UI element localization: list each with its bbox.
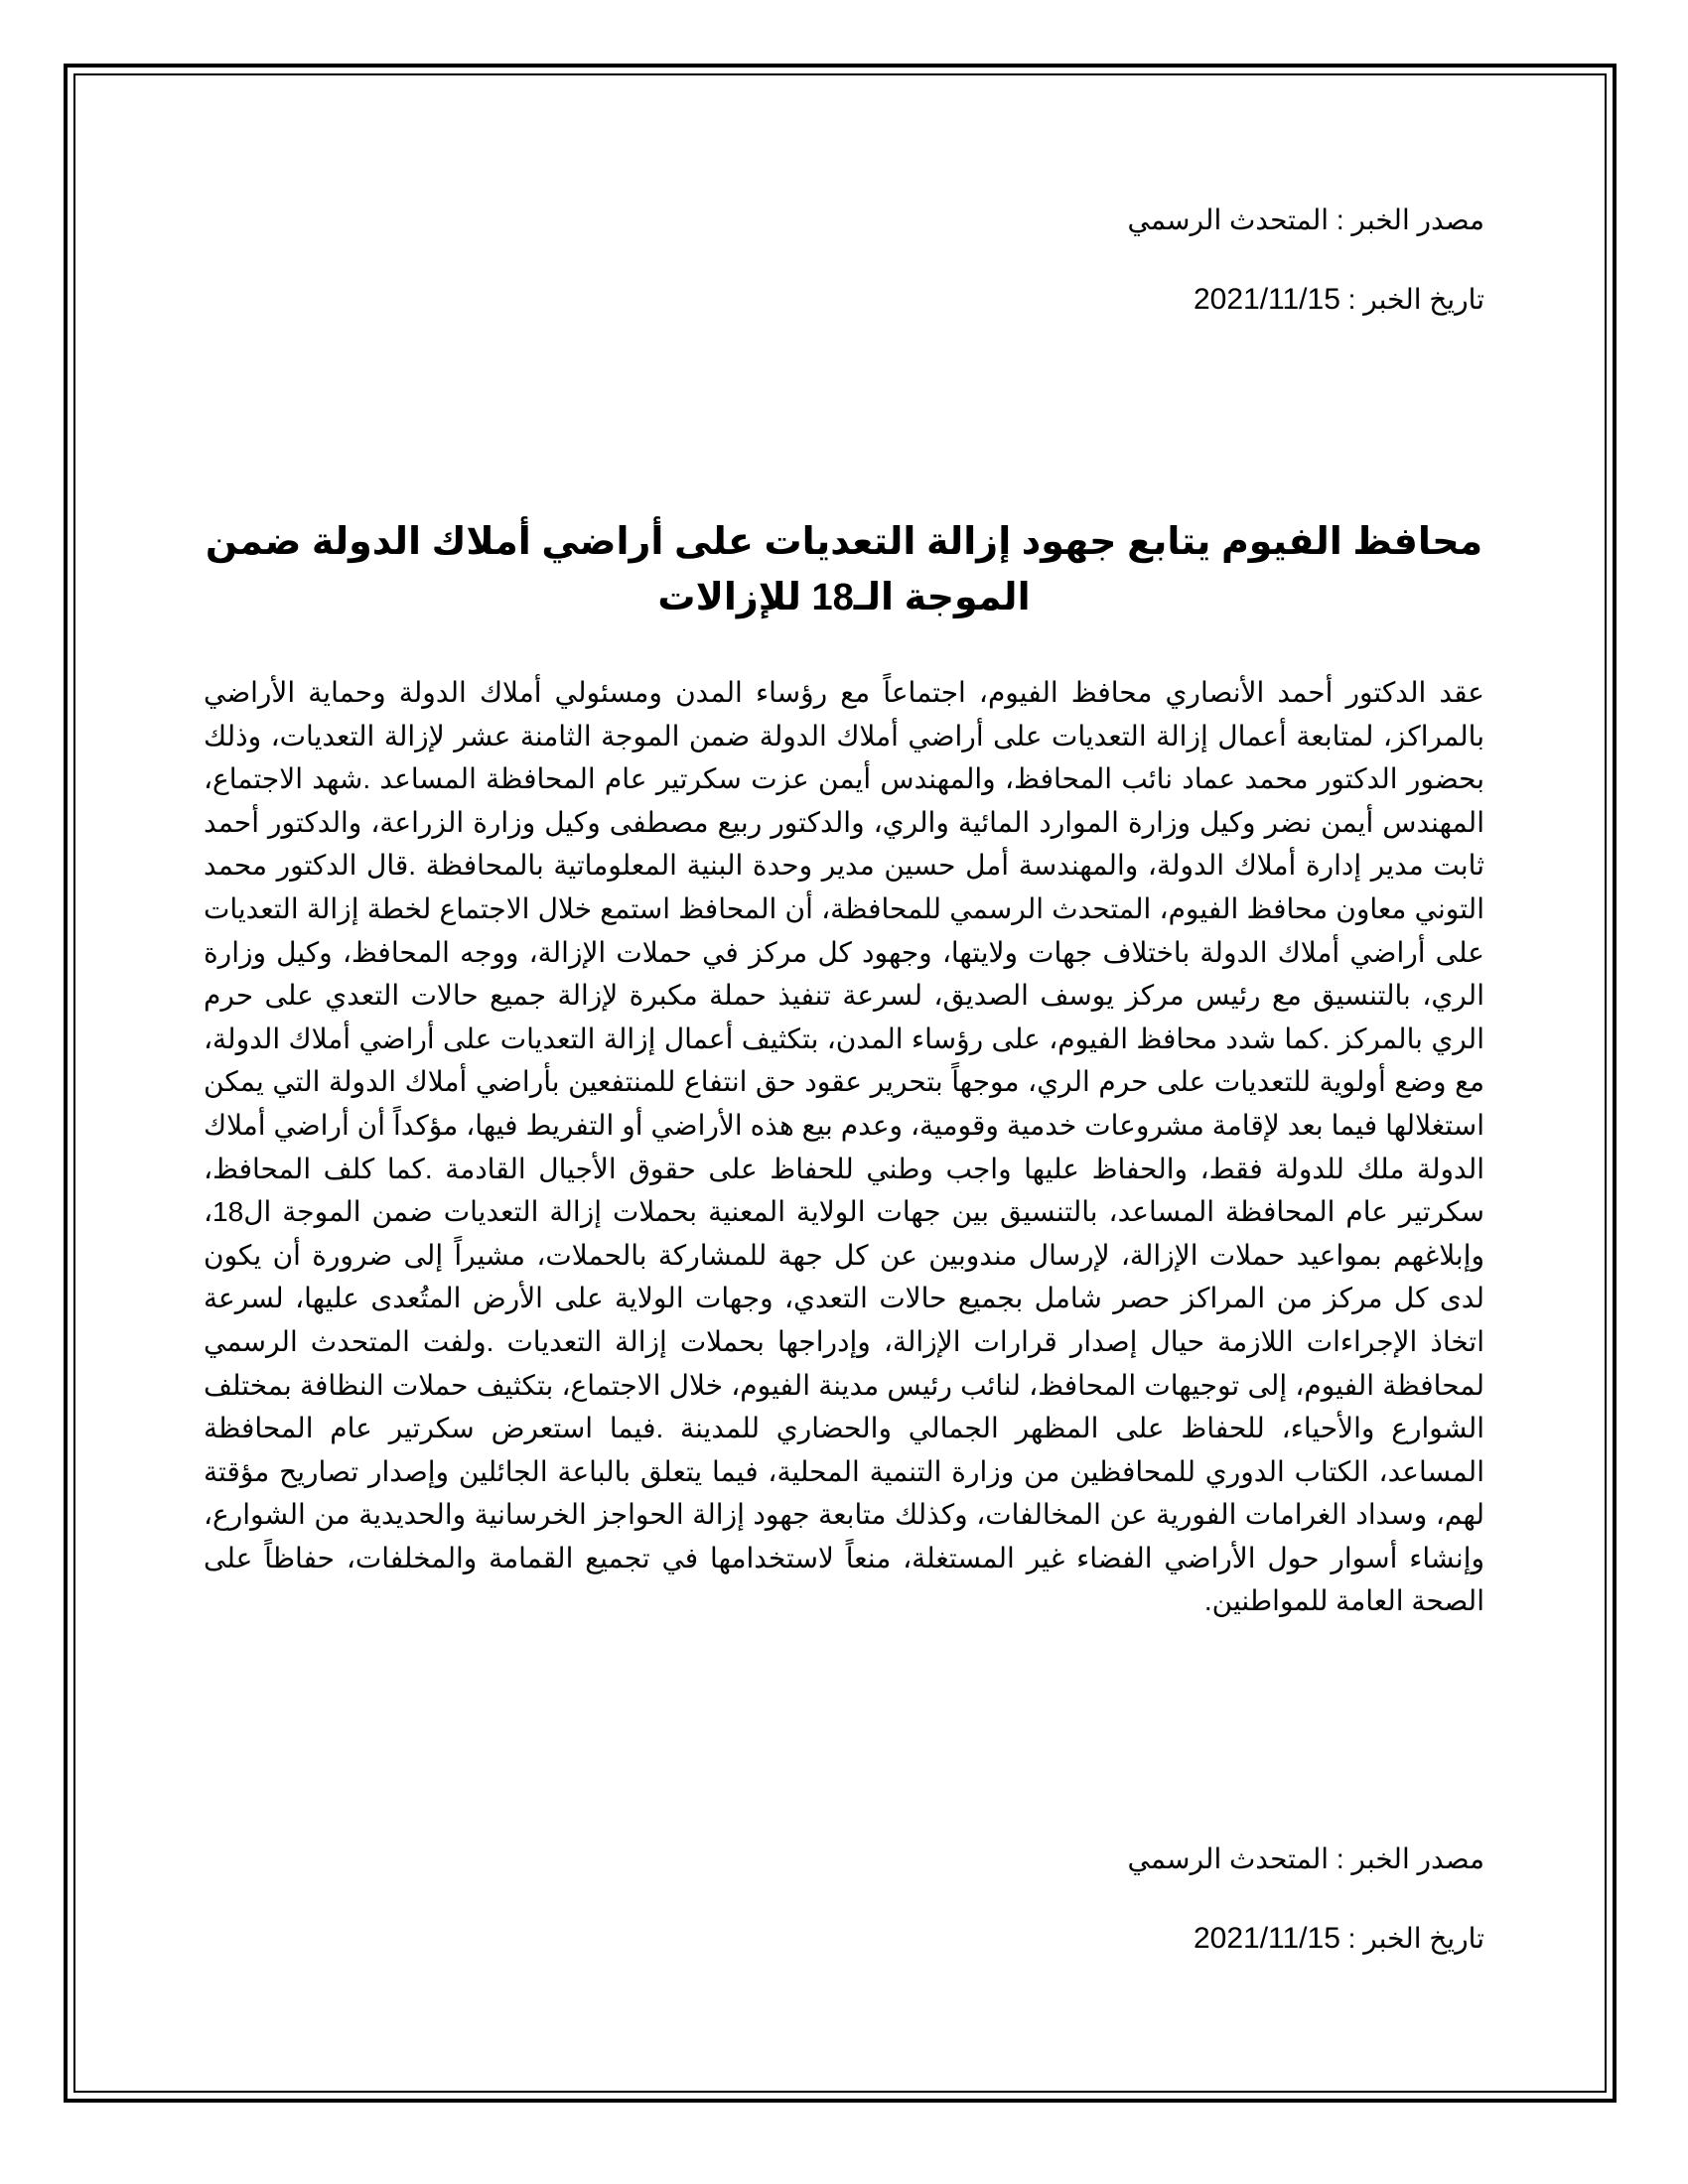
footer-date-value: 2021/11/15 — [1193, 1922, 1340, 1955]
footer-source-label: مصدر الخبر : — [1336, 1843, 1484, 1874]
news-source-value: المتحدث الرسمي — [1127, 205, 1330, 235]
news-source-line — [1127, 203, 1484, 238]
news-date-value: 2021/11/15 — [1193, 283, 1340, 316]
footer-date-line — [1194, 1921, 1484, 1957]
article-headline: محافظ الفيوم يتابع جهود إزالة التعديات على أراضي أملاك الدولة ضمن الموجة الـ18 للإزالات — [205, 521, 1483, 618]
news-source-label: مصدر الخبر : — [1336, 205, 1484, 235]
article-body: عقد الدكتور أحمد الأنصاري محافظ الفيوم، اجتماعاً مع رؤساء المدن ومسئولي أملاك الدولة وحماية الأراضي بالمراكز، لمتابعة أعمال إزالة التعديات على أراضي أملاك الدولة ضمن الموجة الثامنة عشر لإزالة التعديات، وذلك بحضور الدكتور محمد عماد نائب المحافظ، والمهندس أيمن عزت سكرتير عام المحافظة المساعد .شهد الاجتماع، المهندس أيمن نضر وكيل وزارة الموارد المائية والري، والدكتور ربيع مصطفى وكيل وزارة الزراعة، والدكتور أحمد ثابت مدير إدارة أملاك الدولة، والمهندسة أمل حسين مدير وحدة البنية المعلوماتية بالمحافظة .قال الدكتور محمد التوني معاون محافظ الفيوم، المتحدث الرسمي للمحافظة، أن المحافظ استمع خلال الاجتماع لخطة إزالة التعديات على أراضي أملاك الدولة باختلاف جهات ولايتها، وجهود كل مركز في حملات الإزالة، ووجه المحافظ، وكيل وزارة الري، بالتنسيق مع رئيس مركز يوسف الصديق، لسرعة تنفيذ حملة مكبرة لإزالة جميع حالات التعدي على حرم الري بالمركز .كما شدد محافظ الفيوم، على رؤساء المدن، بتكثيف أعمال إزالة التعديات على أراضي أملاك الدولة، مع وضع أولوية للتعديات على حرم الري، موجهاً بتحرير عقود حق انتفاع للمنتفعين بأراضي أملاك الدولة التي يمكن استغلالها فيما بعد لإقامة مشروعات خدمية وقومية، وعدم بيع هذه الأراضي أو التفريط فيها، مؤكداً أن أراضي أملاك الدولة ملك للدولة فقط، والحفاظ عليها واجب وطني للحفاظ على حقوق الأجيال القادمة .كما كلف المحافظ، سكرتير عام المحافظة المساعد، بالتنسيق بين جهات الولاية المعنية بحملات إزالة التعديات ضمن الموجة ال18، وإبلاغهم بمواعيد حملات الإزالة، لإرسال مندوبين عن كل جهة للمشاركة بالحملات، مشيراً إلى ضرورة أن يكون لدى كل مركز من المراكز حصر شامل بجميع حالات التعدي، وجهات الولاية على الأرض المتُعدى عليها، لسرعة اتخاذ الإجراءات اللازمة حيال إصدار قرارات الإزالة، وإدراجها بحملات إزالة التعديات .ولفت المتحدث الرسمي لمحافظة الفيوم، إلى توجيهات المحافظ، لنائب رئيس مدينة الفيوم، خلال الاجتماع، بتكثيف حملات النظافة بمختلف الشوارع والأحياء، للحفاظ على المظهر الجمالي والحضاري للمدينة .فيما استعرض سكرتير عام المحافظة المساعد، الكتاب الدوري للمحافظين من وزارة التنمية المحلية، فيما يتعلق بالباعة الجائلين وإصدار تصاريح مؤقتة لهم، وسداد الغرامات الفورية عن المخالفات، وكذلك متابعة جهود إزالة الحواجز الخرسانية والحديدية من الشوارع، وإنشاء أسوار حول الأراضي الفضاء غير المستغلة، منعاً لاستخدامها في تجميع القمامة والمخلفات، حفاظاً على الصحة العامة للمواطنين. — [204, 677, 1484, 1617]
footer-source-line — [1127, 1842, 1484, 1877]
footer-date-label: تاريخ الخبر : — [1347, 1923, 1484, 1954]
news-date-label: تاريخ الخبر : — [1347, 284, 1484, 315]
footer-source-value: المتحدث الرسمي — [1127, 1843, 1330, 1874]
news-date-line — [1194, 282, 1484, 318]
